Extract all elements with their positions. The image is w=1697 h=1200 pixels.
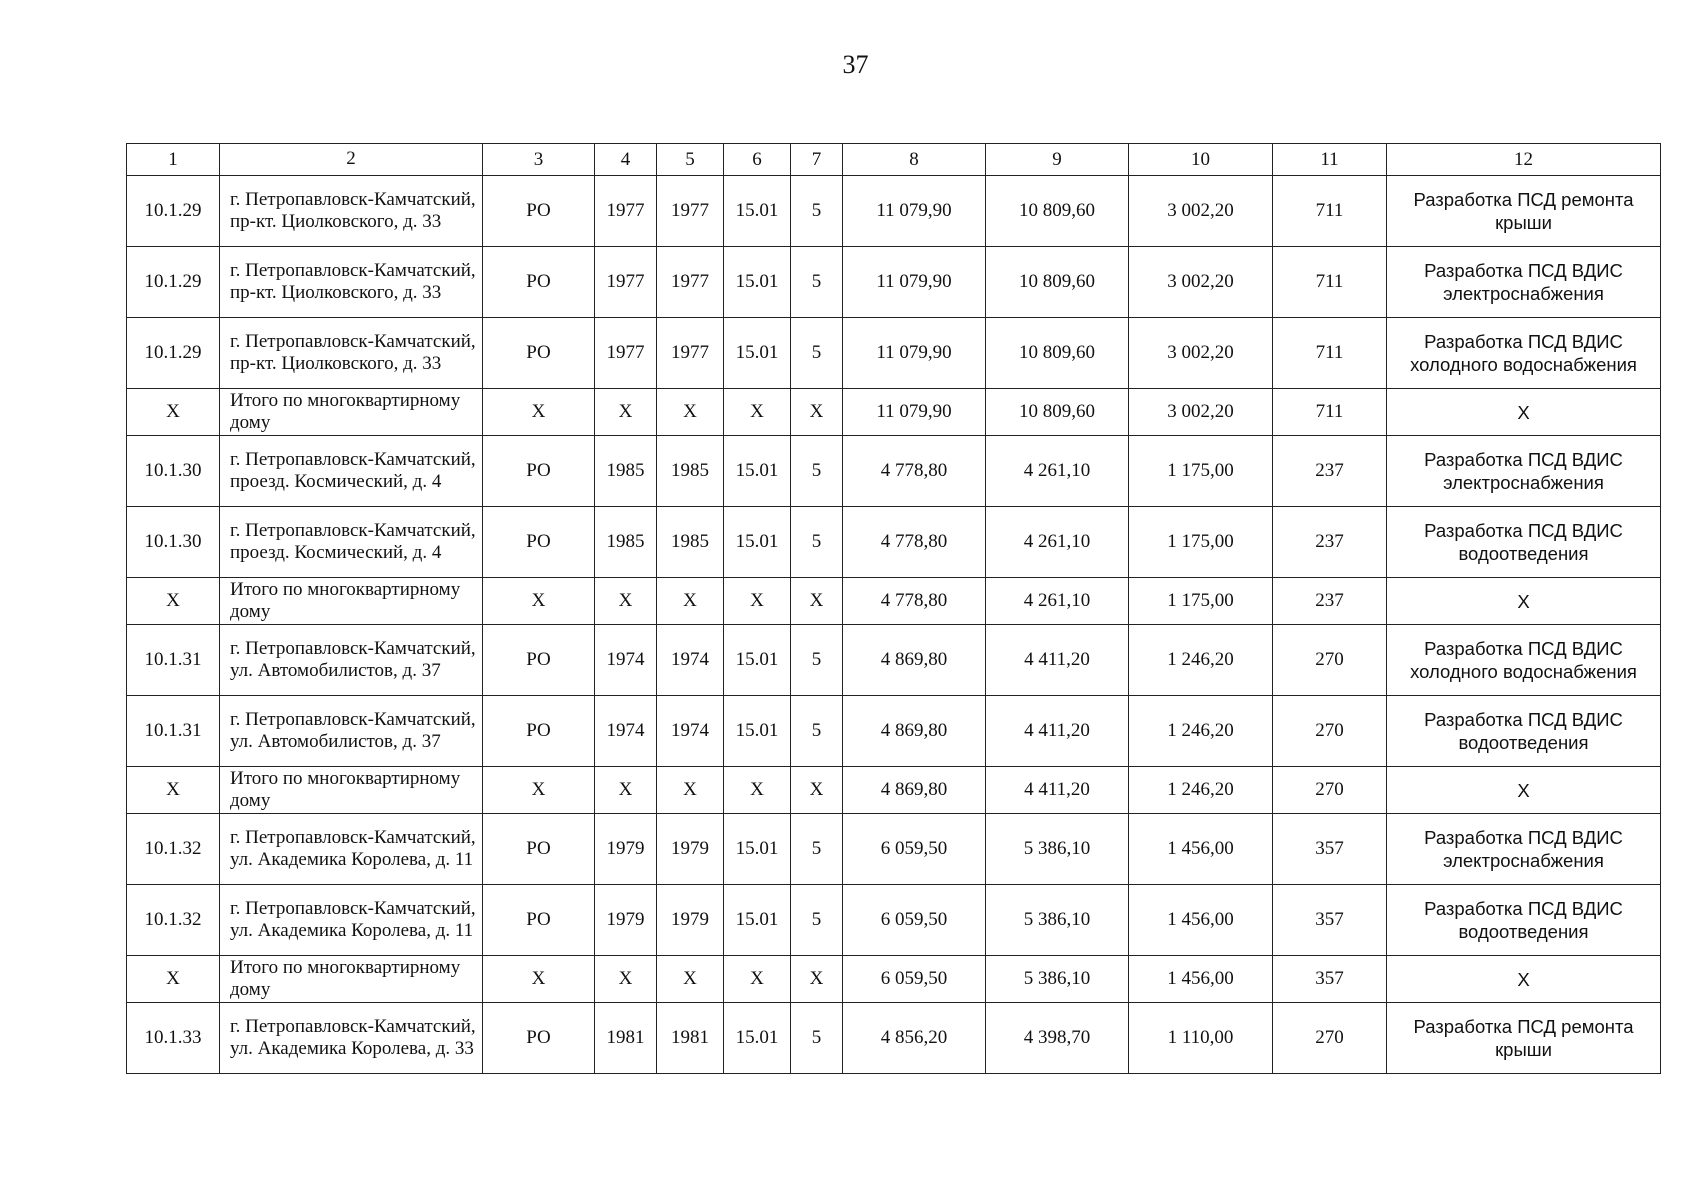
repair-year-cell: 1985 — [657, 507, 724, 578]
work-type-cell: Разработка ПСД ВДИС электроснабжения — [1387, 247, 1661, 318]
total-area-cell: 11 079,90 — [843, 389, 986, 436]
floors-cell: X — [791, 578, 843, 625]
total-area-cell: 6 059,50 — [843, 885, 986, 956]
wall-material-cell: 15.01 — [724, 507, 791, 578]
work-type-cell: X — [1387, 956, 1661, 1003]
row-number-cell: 10.1.33 — [127, 1003, 220, 1074]
living-area-cell: 4 411,20 — [986, 625, 1129, 696]
column-number: 2 — [220, 144, 483, 176]
owner-method-cell: X — [483, 956, 595, 1003]
wall-material-cell: 15.01 — [724, 814, 791, 885]
owner-method-cell: РО — [483, 176, 595, 247]
total-row — [127, 767, 1661, 814]
residents-cell: 711 — [1273, 176, 1387, 247]
floors-cell: 5 — [791, 318, 843, 389]
nonresidential-area-cell: 1 175,00 — [1129, 507, 1273, 578]
living-area-cell: 4 261,10 — [986, 507, 1129, 578]
column-number: 8 — [843, 144, 986, 176]
row-number-cell: 10.1.31 — [127, 625, 220, 696]
address-cell: г. Петропавловск-Камчатский, пр-кт. Циолковского, д. 33 — [220, 176, 483, 247]
living-area-cell: 5 386,10 — [986, 956, 1129, 1003]
address-cell: г. Петропавловск-Камчатский, пр-кт. Циолковского, д. 33 — [220, 247, 483, 318]
residents-cell: 237 — [1273, 578, 1387, 625]
living-area-cell: 10 809,60 — [986, 318, 1129, 389]
repair-year-cell: X — [657, 956, 724, 1003]
address-cell: г. Петропавловск-Камчатский, ул. Автомобилистов, д. 37 — [220, 625, 483, 696]
floors-cell: X — [791, 956, 843, 1003]
total-row — [127, 389, 1661, 436]
total-area-cell: 6 059,50 — [843, 956, 986, 1003]
nonresidential-area-cell: 1 175,00 — [1129, 436, 1273, 507]
floors-cell: 5 — [791, 507, 843, 578]
floors-cell: 5 — [791, 625, 843, 696]
owner-method-cell: РО — [483, 885, 595, 956]
address-cell: г. Петропавловск-Камчатский, ул. Автомобилистов, д. 37 — [220, 696, 483, 767]
residents-cell: 357 — [1273, 885, 1387, 956]
nonresidential-area-cell: 3 002,20 — [1129, 176, 1273, 247]
work-type-cell: Разработка ПСД ремонта крыши — [1387, 176, 1661, 247]
repair-year-cell: 1977 — [657, 176, 724, 247]
repair-year-cell: 1981 — [657, 1003, 724, 1074]
owner-method-cell: РО — [483, 318, 595, 389]
nonresidential-area-cell: 1 246,20 — [1129, 625, 1273, 696]
owner-method-cell: X — [483, 389, 595, 436]
residents-cell: 357 — [1273, 814, 1387, 885]
living-area-cell: 4 261,10 — [986, 436, 1129, 507]
row-number-cell: X — [127, 389, 220, 436]
commission-year-cell: 1977 — [595, 318, 657, 389]
work-type-cell: Разработка ПСД ремонта крыши — [1387, 1003, 1661, 1074]
floors-cell: X — [791, 389, 843, 436]
living-area-cell: 4 411,20 — [986, 696, 1129, 767]
total-area-cell: 4 869,80 — [843, 625, 986, 696]
column-number: 9 — [986, 144, 1129, 176]
commission-year-cell: X — [595, 389, 657, 436]
residents-cell: 711 — [1273, 318, 1387, 389]
total-area-cell: 4 856,20 — [843, 1003, 986, 1074]
residents-cell: 270 — [1273, 1003, 1387, 1074]
address-cell: г. Петропавловск-Камчатский, проезд. Космический, д. 4 — [220, 436, 483, 507]
total-row — [127, 578, 1661, 625]
floors-cell: X — [791, 767, 843, 814]
row-number-cell: 10.1.29 — [127, 247, 220, 318]
residents-cell: 270 — [1273, 696, 1387, 767]
wall-material-cell: 15.01 — [724, 625, 791, 696]
table-row — [127, 318, 1661, 389]
nonresidential-area-cell: 1 456,00 — [1129, 885, 1273, 956]
nonresidential-area-cell: 1 456,00 — [1129, 814, 1273, 885]
commission-year-cell: 1981 — [595, 1003, 657, 1074]
row-number-cell: 10.1.29 — [127, 176, 220, 247]
repair-year-cell: 1979 — [657, 885, 724, 956]
residents-cell: 237 — [1273, 507, 1387, 578]
work-type-cell: Разработка ПСД ВДИС холодного водоснабжения — [1387, 318, 1661, 389]
total-area-cell: 4 869,80 — [843, 767, 986, 814]
row-number-cell: 10.1.32 — [127, 814, 220, 885]
nonresidential-area-cell: 1 246,20 — [1129, 767, 1273, 814]
commission-year-cell: 1977 — [595, 176, 657, 247]
total-area-cell: 11 079,90 — [843, 247, 986, 318]
total-area-cell: 4 869,80 — [843, 696, 986, 767]
repair-year-cell: 1977 — [657, 247, 724, 318]
work-type-cell: Разработка ПСД ВДИС водоотведения — [1387, 885, 1661, 956]
address-cell: г. Петропавловск-Камчатский, проезд. Космический, д. 4 — [220, 507, 483, 578]
row-number-cell: X — [127, 956, 220, 1003]
wall-material-cell: X — [724, 389, 791, 436]
work-type-cell: X — [1387, 389, 1661, 436]
total-area-cell: 4 778,80 — [843, 507, 986, 578]
residents-cell: 270 — [1273, 625, 1387, 696]
living-area-cell: 5 386,10 — [986, 885, 1129, 956]
table-row — [127, 696, 1661, 767]
wall-material-cell: 15.01 — [724, 176, 791, 247]
column-number: 5 — [657, 144, 724, 176]
total-row — [127, 956, 1661, 1003]
owner-method-cell: РО — [483, 507, 595, 578]
wall-material-cell: 15.01 — [724, 436, 791, 507]
address-cell: г. Петропавловск-Камчатский, ул. Академика Королева, д. 33 — [220, 1003, 483, 1074]
address-cell: Итого по многоквартирному дому — [220, 956, 483, 1003]
wall-material-cell: 15.01 — [724, 247, 791, 318]
living-area-cell: 10 809,60 — [986, 389, 1129, 436]
floors-cell: 5 — [791, 247, 843, 318]
work-type-cell: Разработка ПСД ВДИС электроснабжения — [1387, 436, 1661, 507]
commission-year-cell: X — [595, 956, 657, 1003]
column-number: 1 — [127, 144, 220, 176]
wall-material-cell: 15.01 — [724, 318, 791, 389]
total-area-cell: 11 079,90 — [843, 176, 986, 247]
column-number: 11 — [1273, 144, 1387, 176]
repair-year-cell: 1977 — [657, 318, 724, 389]
floors-cell: 5 — [791, 176, 843, 247]
table-row — [127, 436, 1661, 507]
owner-method-cell: РО — [483, 436, 595, 507]
nonresidential-area-cell: 1 246,20 — [1129, 696, 1273, 767]
address-cell: Итого по многоквартирному дому — [220, 767, 483, 814]
commission-year-cell: 1979 — [595, 885, 657, 956]
repair-year-cell: 1985 — [657, 436, 724, 507]
commission-year-cell: 1974 — [595, 696, 657, 767]
column-number: 10 — [1129, 144, 1273, 176]
wall-material-cell: X — [724, 956, 791, 1003]
living-area-cell: 4 261,10 — [986, 578, 1129, 625]
column-number: 4 — [595, 144, 657, 176]
nonresidential-area-cell: 3 002,20 — [1129, 318, 1273, 389]
commission-year-cell: X — [595, 578, 657, 625]
nonresidential-area-cell: 1 110,00 — [1129, 1003, 1273, 1074]
repair-year-cell: 1979 — [657, 814, 724, 885]
living-area-cell: 10 809,60 — [986, 247, 1129, 318]
table-row — [127, 814, 1661, 885]
residents-cell: 270 — [1273, 767, 1387, 814]
repair-year-cell: X — [657, 389, 724, 436]
repair-year-cell: X — [657, 578, 724, 625]
work-type-cell: X — [1387, 578, 1661, 625]
living-area-cell: 4 411,20 — [986, 767, 1129, 814]
address-cell: г. Петропавловск-Камчатский, пр-кт. Циолковского, д. 33 — [220, 318, 483, 389]
floors-cell: 5 — [791, 436, 843, 507]
address-cell: Итого по многоквартирному дому — [220, 389, 483, 436]
row-number-cell: X — [127, 767, 220, 814]
commission-year-cell: 1985 — [595, 436, 657, 507]
living-area-cell: 5 386,10 — [986, 814, 1129, 885]
column-number: 12 — [1387, 144, 1661, 176]
nonresidential-area-cell: 3 002,20 — [1129, 389, 1273, 436]
residents-cell: 711 — [1273, 389, 1387, 436]
residents-cell: 711 — [1273, 247, 1387, 318]
owner-method-cell: РО — [483, 247, 595, 318]
owner-method-cell: РО — [483, 814, 595, 885]
owner-method-cell: X — [483, 767, 595, 814]
row-number-cell: 10.1.31 — [127, 696, 220, 767]
table-row — [127, 247, 1661, 318]
total-area-cell: 4 778,80 — [843, 436, 986, 507]
commission-year-cell: 1977 — [595, 247, 657, 318]
work-type-cell: Разработка ПСД ВДИС электроснабжения — [1387, 814, 1661, 885]
commission-year-cell: X — [595, 767, 657, 814]
floors-cell: 5 — [791, 885, 843, 956]
work-type-cell: Разработка ПСД ВДИС водоотведения — [1387, 696, 1661, 767]
total-area-cell: 6 059,50 — [843, 814, 986, 885]
row-number-cell: 10.1.30 — [127, 436, 220, 507]
repair-year-cell: 1974 — [657, 696, 724, 767]
living-area-cell: 10 809,60 — [986, 176, 1129, 247]
table-row — [127, 625, 1661, 696]
wall-material-cell: X — [724, 578, 791, 625]
row-number-cell: 10.1.30 — [127, 507, 220, 578]
table-row — [127, 507, 1661, 578]
wall-material-cell: 15.01 — [724, 885, 791, 956]
owner-method-cell: РО — [483, 625, 595, 696]
commission-year-cell: 1985 — [595, 507, 657, 578]
floors-cell: 5 — [791, 1003, 843, 1074]
column-number: 7 — [791, 144, 843, 176]
floors-cell: 5 — [791, 696, 843, 767]
owner-method-cell: РО — [483, 1003, 595, 1074]
work-type-cell: Разработка ПСД ВДИС водоотведения — [1387, 507, 1661, 578]
total-area-cell: 11 079,90 — [843, 318, 986, 389]
address-cell: г. Петропавловск-Камчатский, ул. Академика Королева, д. 11 — [220, 885, 483, 956]
table-row — [127, 885, 1661, 956]
table-row — [127, 1003, 1661, 1074]
table-row — [127, 176, 1661, 247]
floors-cell: 5 — [791, 814, 843, 885]
page-number: 37 — [842, 50, 869, 79]
commission-year-cell: 1974 — [595, 625, 657, 696]
wall-material-cell: X — [724, 767, 791, 814]
owner-method-cell: X — [483, 578, 595, 625]
residents-cell: 357 — [1273, 956, 1387, 1003]
column-number-row — [127, 144, 1661, 176]
owner-method-cell: РО — [483, 696, 595, 767]
work-type-cell: X — [1387, 767, 1661, 814]
wall-material-cell: 15.01 — [724, 1003, 791, 1074]
address-cell: Итого по многоквартирному дому — [220, 578, 483, 625]
repair-year-cell: 1974 — [657, 625, 724, 696]
work-type-cell: Разработка ПСД ВДИС холодного водоснабжения — [1387, 625, 1661, 696]
column-number: 3 — [483, 144, 595, 176]
column-number: 6 — [724, 144, 791, 176]
nonresidential-area-cell: 1 175,00 — [1129, 578, 1273, 625]
repair-program-table — [126, 143, 1661, 1074]
living-area-cell: 4 398,70 — [986, 1003, 1129, 1074]
address-cell: г. Петропавловск-Камчатский, ул. Академика Королева, д. 11 — [220, 814, 483, 885]
total-area-cell: 4 778,80 — [843, 578, 986, 625]
residents-cell: 237 — [1273, 436, 1387, 507]
commission-year-cell: 1979 — [595, 814, 657, 885]
repair-year-cell: X — [657, 767, 724, 814]
table-body — [127, 144, 1661, 1074]
nonresidential-area-cell: 3 002,20 — [1129, 247, 1273, 318]
row-number-cell: X — [127, 578, 220, 625]
row-number-cell: 10.1.32 — [127, 885, 220, 956]
row-number-cell: 10.1.29 — [127, 318, 220, 389]
nonresidential-area-cell: 1 456,00 — [1129, 956, 1273, 1003]
wall-material-cell: 15.01 — [724, 696, 791, 767]
